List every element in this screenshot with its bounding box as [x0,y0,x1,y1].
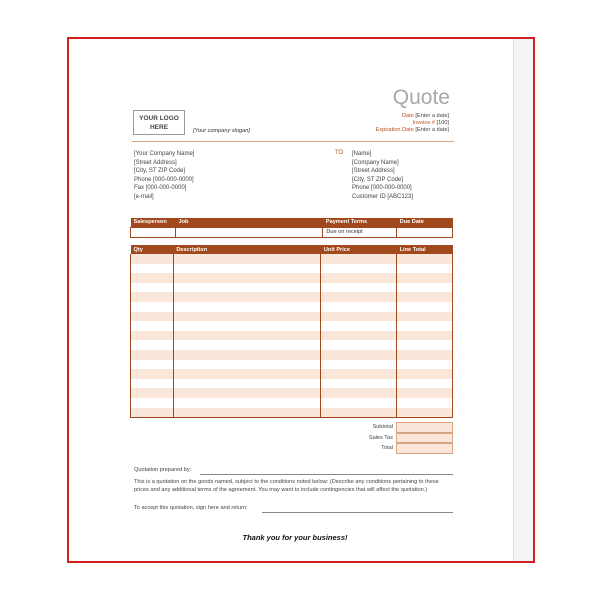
line-total-cell[interactable] [397,254,453,264]
table-row [131,369,453,379]
total-label: Total [381,445,393,452]
qty-cell[interactable] [131,292,174,302]
unit-price-cell[interactable] [321,360,397,370]
expiration-label: Expiration Date [375,127,414,133]
description-cell[interactable] [173,398,321,408]
description-cell[interactable] [173,312,321,322]
description-cell[interactable] [173,388,321,398]
description-cell[interactable] [173,408,321,418]
description-cell[interactable] [173,340,321,350]
column-header: Due Date [397,218,453,227]
column-header: Job [175,218,322,227]
unit-price-cell[interactable] [321,264,397,274]
table-row [131,292,453,302]
terms-text: This is a quotation on the goods named, subject to the conditions noted below: (Describe any conditions pertaining to these prices and any additional terms of the agreement. You may want to include contingencies that will affect the quotation.) [134,479,439,493]
logo-text-line2: HERE [149,124,169,131]
table-row [131,254,453,264]
line-total-cell[interactable] [397,398,453,408]
column-header: Salesperson [131,218,176,227]
from-address [134,150,194,202]
total-field[interactable] [396,443,453,454]
qty-cell[interactable] [131,379,174,389]
page-title: Quote [392,86,450,109]
qty-cell[interactable] [131,398,174,408]
table-row [131,398,453,408]
date-value: [Enter a date] [415,113,449,119]
qty-cell[interactable] [131,264,174,274]
unit-price-cell[interactable] [321,292,397,302]
totals-block [330,422,453,454]
qty-cell[interactable] [131,388,174,398]
job-table-header [131,218,453,227]
invoice-value: [100] [436,120,449,126]
expiration-line [376,127,449,133]
table-row [131,340,453,350]
invoice-label: Invoice # [412,120,435,126]
sales-tax-field[interactable] [396,433,453,444]
description-cell[interactable] [173,360,321,370]
unit-price-cell[interactable] [321,331,397,341]
qty-cell[interactable] [131,340,174,350]
line-total-cell[interactable] [397,340,453,350]
table-row [131,408,453,418]
line-total-cell[interactable] [397,321,453,331]
table-row [131,302,453,312]
to-address [352,150,413,202]
column-header: Description [173,245,321,254]
description-cell[interactable] [173,379,321,389]
column-header: Unit Price [321,245,397,254]
table-row [131,379,453,389]
table-row [131,350,453,360]
to-label: TO [335,150,344,156]
unit-price-cell[interactable] [321,273,397,283]
column-header: Payment Terms [323,218,397,227]
from-line: [Your Company Name] [134,151,195,157]
line-total-cell[interactable] [397,360,453,370]
from-line: Phone [000-000-0000] [134,176,194,183]
qty-cell[interactable] [131,331,174,341]
table-row [131,312,453,322]
signature-label: To accept this quotation, sign here and return: [134,505,248,511]
qty-cell[interactable] [131,408,174,418]
table-row [131,273,453,283]
line-total-cell[interactable] [397,388,453,398]
from-line: [e-mail] [134,193,154,200]
expiration-value: [Enter a date] [415,127,449,133]
unit-price-cell[interactable] [321,388,397,398]
unit-price-cell[interactable] [321,408,397,418]
prepared-by-line[interactable] [200,474,453,475]
to-line: [Name] [352,151,372,157]
total-row [330,443,453,454]
invoice-line [413,120,449,126]
qty-cell[interactable] [131,369,174,379]
job-cell[interactable] [175,227,322,237]
payment-terms-cell[interactable]: Due on receipt [323,227,397,237]
line-total-cell[interactable] [397,264,453,274]
table-row [131,264,453,274]
description-cell[interactable] [173,302,321,312]
qty-cell[interactable] [131,254,174,264]
date-line [402,113,449,119]
qty-cell[interactable] [131,302,174,312]
to-line: [City, ST ZIP Code] [352,176,404,183]
description-cell[interactable] [173,273,321,283]
qty-cell[interactable] [131,350,174,360]
line-total-cell[interactable] [397,273,453,283]
unit-price-cell[interactable] [321,379,397,389]
description-cell[interactable] [173,350,321,360]
column-header: Qty [131,245,174,254]
to-line: [Street Address] [352,168,395,175]
from-line: Fax [000-000-0000] [134,185,187,192]
job-table [130,218,453,238]
line-total-cell[interactable] [397,312,453,322]
unit-price-cell[interactable] [321,283,397,293]
table-row [131,360,453,370]
unit-price-cell[interactable] [321,398,397,408]
unit-price-cell[interactable] [321,350,397,360]
items-table-body [131,254,453,417]
qty-cell[interactable] [131,283,174,293]
description-cell[interactable] [173,292,321,302]
company-slogan: [Your company slogan] [193,128,250,134]
subtotal-field[interactable] [396,422,453,433]
items-table-header [131,245,453,254]
qty-cell[interactable] [131,360,174,370]
unit-price-cell[interactable] [321,321,397,331]
description-cell[interactable] [173,369,321,379]
due-date-cell[interactable] [397,227,453,237]
subtotal-row [330,422,453,433]
table-row [131,283,453,293]
description-cell[interactable] [173,264,321,274]
table-row [131,321,453,331]
header-divider [132,141,454,142]
description-cell[interactable] [173,254,321,264]
unit-price-cell[interactable] [321,302,397,312]
thank-you-message: Thank you for your business! [242,533,348,542]
prepared-by-label: Quotation prepared by: [134,467,192,473]
from-line: [Street Address] [134,159,177,166]
line-total-cell[interactable] [397,350,453,360]
unit-price-cell[interactable] [321,369,397,379]
to-line: Phone [000-000-0000] [352,185,412,192]
line-total-cell[interactable] [397,292,453,302]
line-total-cell[interactable] [397,302,453,312]
qty-cell[interactable] [131,273,174,283]
table-row [131,388,453,398]
from-line: [City, ST ZIP Code] [134,168,186,175]
to-line: [Company Name] [352,159,399,166]
subtotal-label: Subtotal [372,424,393,431]
date-label: Date [402,113,414,119]
line-total-cell[interactable] [397,331,453,341]
salesperson-cell[interactable] [131,227,176,237]
description-cell[interactable] [173,321,321,331]
line-total-cell[interactable] [397,283,453,293]
unit-price-cell[interactable] [321,340,397,350]
signature-line[interactable] [262,512,453,513]
qty-cell[interactable] [131,312,174,322]
description-cell[interactable] [173,331,321,341]
line-total-cell[interactable] [397,408,453,418]
column-header: Line Total [397,245,453,254]
logo-text-line1: YOUR LOGO [139,115,179,122]
line-total-cell[interactable] [397,379,453,389]
table-row [131,331,453,341]
unit-price-cell[interactable] [321,312,397,322]
sales-tax-label: Sales Tax [368,434,393,441]
sales-tax-row [330,433,453,444]
to-line: Customer ID [ABC123] [352,193,414,200]
description-cell[interactable] [173,283,321,293]
unit-price-cell[interactable] [321,254,397,264]
items-table [130,245,453,418]
logo-placeholder [133,110,185,135]
line-total-cell[interactable] [397,369,453,379]
table-row [131,227,453,237]
qty-cell[interactable] [131,321,174,331]
